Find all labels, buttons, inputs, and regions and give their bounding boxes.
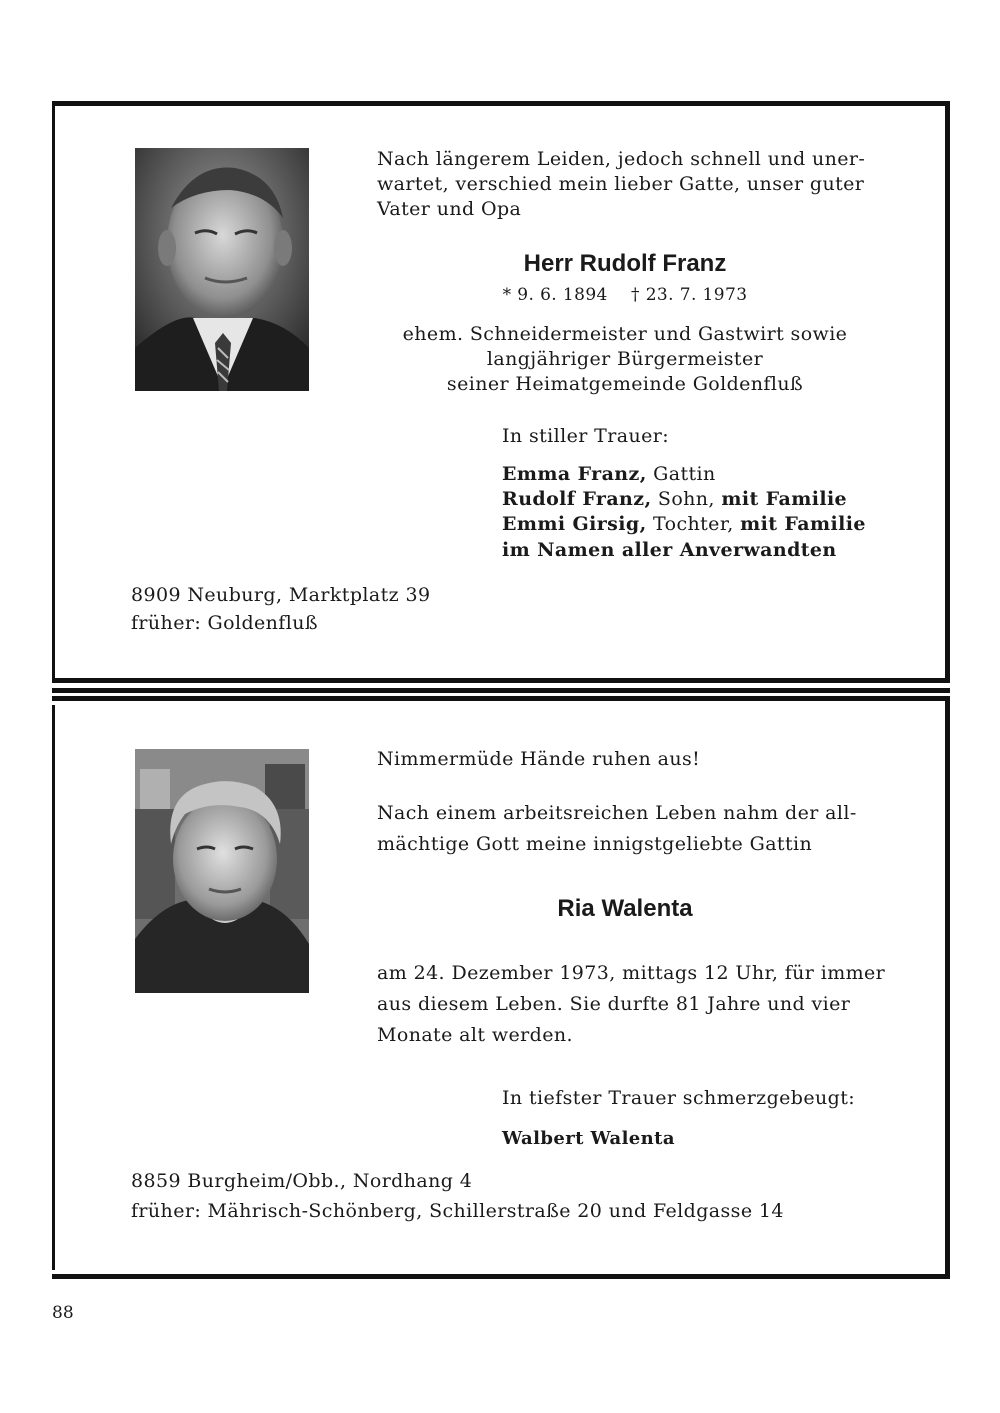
- deceased-name: Ria Walenta: [557, 895, 693, 922]
- mourner-name: Emmi Girsig,: [502, 513, 647, 535]
- address-line: früher: Goldenfluß: [131, 612, 318, 634]
- intro-line: Nach einem arbeitsreichen Leben nahm der all-: [377, 802, 857, 824]
- mourner-relation: Gattin: [646, 463, 716, 485]
- details-line: aus diesem Leben. Sie durfte 81 Jahre und vier: [377, 993, 851, 1015]
- mourner-name: Emma Franz,: [502, 463, 647, 485]
- life-dates: * 9. 6. 1894 † 23. 7. 1973: [502, 285, 748, 305]
- mourning-heading: In tiefster Trauer schmerzgebeugt:: [502, 1087, 856, 1109]
- portrait-photo-ria-walenta: [135, 749, 309, 993]
- mourner-relation: Sohn,: [651, 488, 722, 510]
- mourner-suffix: mit Familie: [721, 488, 848, 510]
- details-line: Monate alt werden.: [377, 1024, 573, 1046]
- intro-line: mächtige Gott meine innigstgeliebte Gattin: [377, 833, 813, 855]
- page-number: 88: [52, 1303, 74, 1323]
- details-line: am 24. Dezember 1973, mittags 12 Uhr, für immer: [377, 962, 886, 984]
- portrait-photo-rudolf-franz: [135, 148, 309, 391]
- description-line: ehem. Schneidermeister und Gastwirt sowie: [402, 323, 848, 345]
- mourner-line: [502, 512, 866, 537]
- frame-left-border: [52, 705, 55, 1270]
- description-line: langjähriger Bürgermeister: [486, 348, 764, 370]
- address-line: früher: Mährisch-Schönberg, Schillerstraße 20 und Feldgasse 14: [131, 1200, 784, 1222]
- intro-line: Nach längerem Leiden, jedoch schnell und uner-: [377, 148, 866, 170]
- separator-line: [52, 688, 950, 693]
- mourner-line: [502, 487, 847, 512]
- intro-line: Vater und Opa: [377, 198, 522, 220]
- intro-line: wartet, verschied mein lieber Gatte, unser guter: [377, 173, 865, 195]
- address-line: 8859 Burgheim/Obb., Nordhang 4: [131, 1170, 473, 1192]
- mourner-line: [502, 462, 716, 487]
- mourner-suffix: mit Familie: [740, 513, 866, 535]
- description-line: seiner Heimatgemeinde Goldenfluß: [446, 373, 804, 395]
- address-line: 8909 Neuburg, Marktplatz 39: [131, 584, 431, 606]
- mourner-name: Walbert Walenta: [502, 1128, 675, 1149]
- mourning-heading: In stiller Trauer:: [502, 425, 670, 447]
- deceased-name: Herr Rudolf Franz: [523, 250, 727, 277]
- motto: Nimmermüde Hände ruhen aus!: [377, 748, 701, 770]
- mourner-name: Rudolf Franz,: [502, 488, 652, 510]
- mourner-relation: Tochter,: [646, 513, 741, 535]
- mourner-line: im Namen aller Anverwandten: [502, 539, 837, 561]
